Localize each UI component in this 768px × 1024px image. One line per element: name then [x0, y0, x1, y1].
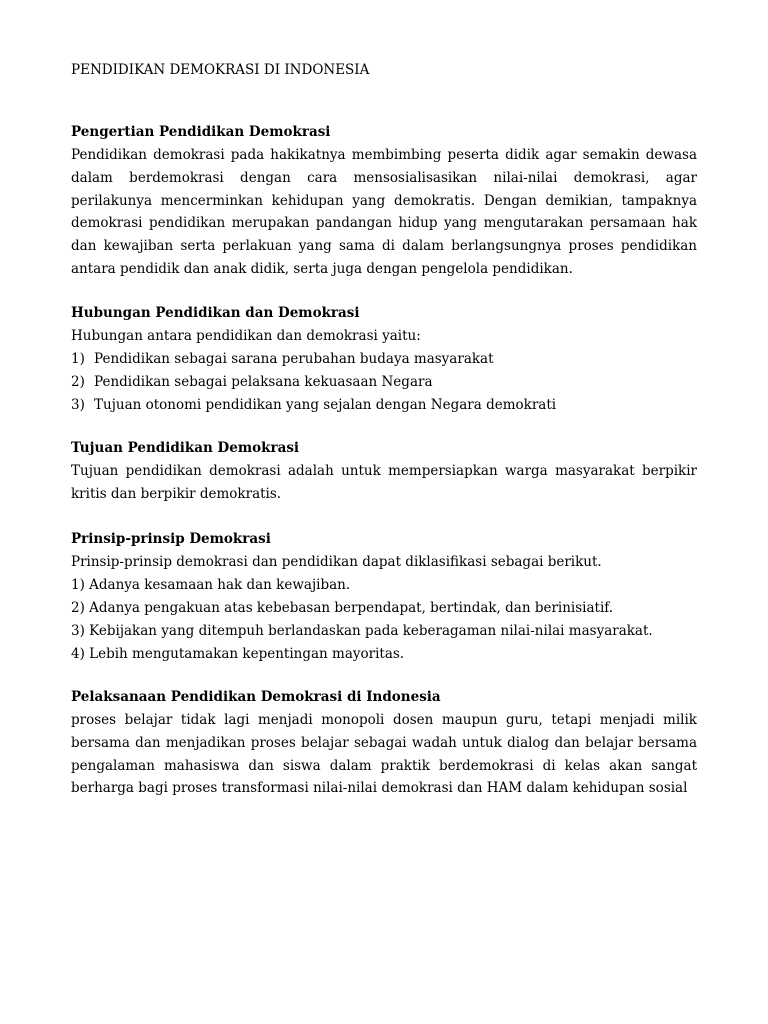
section-heading: Tujuan Pendidikan Demokrasi [71, 440, 300, 456]
section-paragraph: Pendidikan demokrasi pada hakikatnya membimbing peserta didik agar semakin dewasa dalam berdemokrasi dengan cara mensosialisasikan nilai-nilai demokrasi, agar perilakunya mencerminkan kehidupan yang demokratis. Dengan demikian, tampaknya demokrasi pendidikan merupakan pandangan hidup yang mengutarakan persamaan hak dan kewajiban serta perlakuan yang sama di dalam berlangsungnya proses pendidikan antara pendidik dan anak didik, serta juga dengan pengelola pendidikan. [71, 147, 697, 277]
list-item [71, 348, 697, 371]
document-title: PENDIDIKAN DEMOKRASI DI INDONESIA [71, 62, 370, 78]
section-intro: Hubungan antara pendidikan dan demokrasi yaitu: [71, 328, 421, 344]
section-intro: Prinsip-prinsip demokrasi dan pendidikan dapat diklasifikasi sebagai berikut. [71, 554, 602, 570]
list-item-number: 1) [71, 351, 85, 367]
section-paragraph: Tujuan pendidikan demokrasi adalah untuk mempersiapkan warga masyarakat berpikir kritis dan berpikir demokratis. [71, 463, 697, 502]
list-item-number: 3) [71, 397, 85, 413]
list-item: 4) Lebih mengutamakan kepentingan mayoritas. [71, 646, 405, 662]
list-item [71, 394, 697, 417]
section-heading: Pengertian Pendidikan Demokrasi [71, 124, 331, 140]
section-heading: Hubungan Pendidikan dan Demokrasi [71, 305, 360, 321]
list-item: 3) Kebijakan yang ditempuh berlandaskan pada keberagaman nilai-nilai masyarakat. [71, 623, 653, 639]
section-pelaksanaan [71, 686, 697, 800]
section-hubungan [71, 302, 697, 417]
list-item-text: Pendidikan sebagai sarana perubahan budaya masyarakat [94, 351, 494, 367]
section-heading: Pelaksanaan Pendidikan Demokrasi di Indonesia [71, 689, 441, 705]
list-item: 1) Adanya kesamaan hak dan kewajiban. [71, 577, 351, 593]
section-paragraph: proses belajar tidak lagi menjadi monopoli dosen maupun guru, tetapi menjadi milik bersama dan menjadikan proses belajar sebagai wadah untuk dialog dan belajar bersama pengalaman mahasiswa dan siswa dalam praktik berdemokrasi di kelas akan sangat berharga bagi proses transformasi nilai-nilai demokrasi dan HAM dalam kehidupan sosial [71, 712, 697, 797]
section-pengertian [71, 121, 697, 281]
list-item: 2) Adanya pengakuan atas kebebasan berpendapat, bertindak, dan berinisiatif. [71, 600, 614, 616]
section-prinsip [71, 528, 697, 666]
list-item [71, 371, 697, 394]
list-item-number: 2) [71, 374, 85, 390]
section-tujuan [71, 437, 697, 506]
list-item-text: Tujuan otonomi pendidikan yang sejalan dengan Negara demokrati [94, 397, 557, 413]
section-heading: Prinsip-prinsip Demokrasi [71, 531, 271, 547]
list-item-text: Pendidikan sebagai pelaksana kekuasaan Negara [94, 374, 433, 390]
